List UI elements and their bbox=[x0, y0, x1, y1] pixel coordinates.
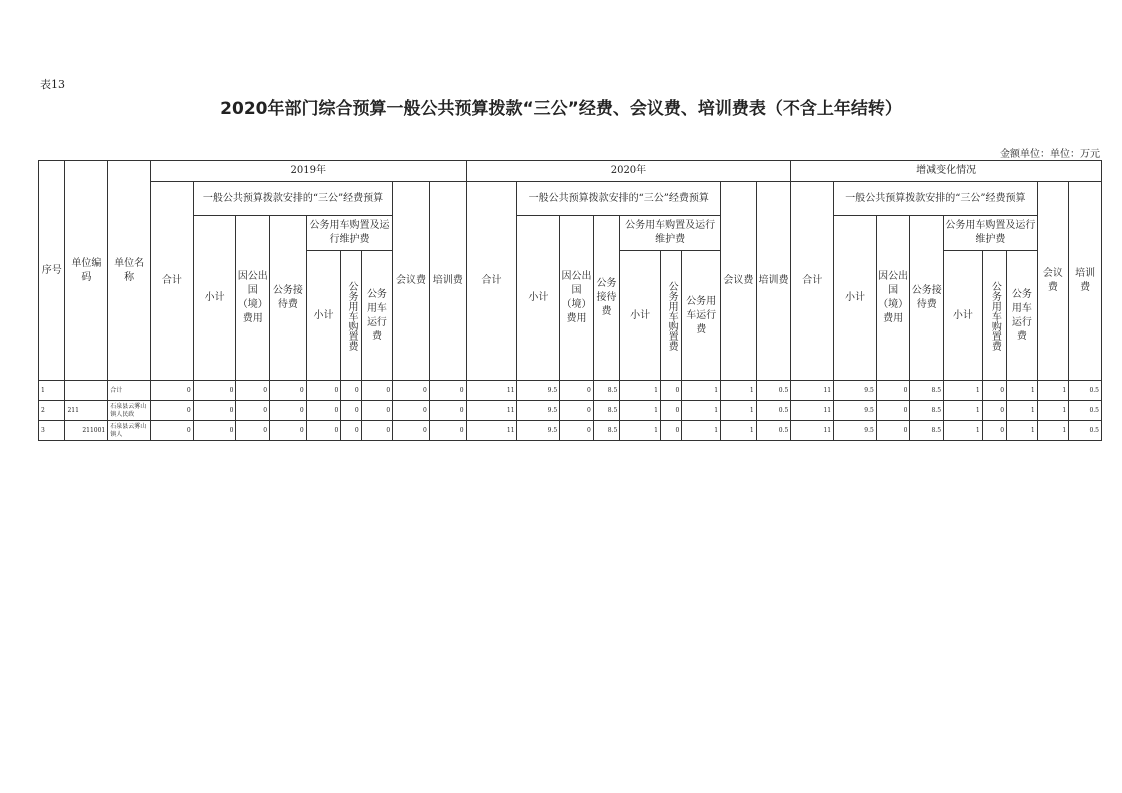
cell: 0 bbox=[270, 401, 307, 421]
cell: 11 bbox=[466, 401, 517, 421]
header-reception: 公务接待费 bbox=[270, 216, 307, 381]
page-title: 2020年部门综合预算一般公共预算拨款“三公”经费、会议费、培训费表（不含上年结转） bbox=[220, 99, 902, 119]
header-vehicle-buy: 公务用车购置费 bbox=[341, 251, 361, 381]
header-abroad: 因公出国（境）费用 bbox=[236, 216, 270, 381]
cell: 1 bbox=[682, 421, 721, 441]
header-sangong: 一般公共预算拨款安排的“三公”经费预算 bbox=[193, 182, 393, 216]
table-row bbox=[39, 381, 1102, 401]
cell: 0 bbox=[361, 381, 393, 401]
header-vehicle-run: 公务用车运行费 bbox=[682, 251, 721, 381]
row-seq: 1 bbox=[39, 381, 65, 401]
cell: 0 bbox=[341, 381, 361, 401]
header-vehicle-subtotal: 小计 bbox=[620, 251, 661, 381]
cell: 0 bbox=[270, 381, 307, 401]
cell: 0.5 bbox=[1069, 421, 1102, 441]
cell: 0 bbox=[341, 401, 361, 421]
cell: 9.5 bbox=[834, 381, 877, 401]
cell: 11 bbox=[466, 381, 517, 401]
cell: 1 bbox=[944, 401, 983, 421]
cell: 8.5 bbox=[910, 381, 944, 401]
header-vehicle-buy: 公务用车购置费 bbox=[660, 251, 681, 381]
cell: 0 bbox=[660, 381, 681, 401]
cell: 0 bbox=[393, 381, 430, 401]
header-sangong: 一般公共预算拨款安排的“三公”经费预算 bbox=[517, 182, 721, 216]
cell: 1 bbox=[1007, 381, 1038, 401]
header-subtotal: 小计 bbox=[193, 216, 236, 381]
header-vehicle: 公务用车购置及运行维护费 bbox=[306, 216, 393, 251]
budget-table bbox=[38, 160, 1102, 441]
cell: 0 bbox=[876, 381, 910, 401]
header-training: 培训费 bbox=[1069, 182, 1102, 381]
cell: 0.5 bbox=[756, 381, 791, 401]
cell: 0 bbox=[560, 421, 594, 441]
cell: 1 bbox=[682, 401, 721, 421]
cell: 9.5 bbox=[834, 401, 877, 421]
cell: 0 bbox=[393, 401, 430, 421]
cell: 0 bbox=[560, 401, 594, 421]
cell: 0 bbox=[306, 401, 341, 421]
cell: 1 bbox=[620, 421, 661, 441]
cell: 0 bbox=[876, 401, 910, 421]
cell: 8.5 bbox=[910, 421, 944, 441]
header-meeting: 会议费 bbox=[393, 182, 430, 381]
cell: 0 bbox=[393, 421, 430, 441]
cell: 0.5 bbox=[756, 401, 791, 421]
cell: 0 bbox=[306, 381, 341, 401]
row-seq: 3 bbox=[39, 421, 65, 441]
header-vehicle: 公务用车购置及运行维护费 bbox=[944, 216, 1038, 251]
cell: 1 bbox=[620, 381, 661, 401]
header-abroad: 因公出国（境）费用 bbox=[560, 216, 594, 381]
cell: 1 bbox=[944, 381, 983, 401]
cell: 0 bbox=[341, 421, 361, 441]
cell: 11 bbox=[466, 421, 517, 441]
cell: 0 bbox=[660, 401, 681, 421]
cell: 8.5 bbox=[593, 421, 619, 441]
header-total: 合计 bbox=[466, 182, 517, 381]
cell: 0 bbox=[236, 421, 270, 441]
cell: 1 bbox=[1037, 401, 1069, 421]
cell: 0 bbox=[429, 381, 466, 401]
cell: 0 bbox=[429, 401, 466, 421]
header-group-2020: 2020年 bbox=[466, 161, 791, 182]
cell: 0 bbox=[150, 421, 193, 441]
cell: 9.5 bbox=[517, 421, 560, 441]
cell: 0.5 bbox=[756, 421, 791, 441]
cell: 0 bbox=[193, 401, 236, 421]
cell: 8.5 bbox=[593, 381, 619, 401]
header-reception: 公务接待费 bbox=[910, 216, 944, 381]
cell: 0 bbox=[361, 401, 393, 421]
header-unit-name: 单位名称 bbox=[108, 161, 151, 381]
header-vehicle-subtotal: 小计 bbox=[306, 251, 341, 381]
cell: 9.5 bbox=[834, 421, 877, 441]
row-name: 石泉县云雾山镇人民政 bbox=[108, 401, 151, 421]
header-training: 培训费 bbox=[429, 182, 466, 381]
cell: 1 bbox=[1007, 421, 1038, 441]
cell: 0 bbox=[193, 381, 236, 401]
row-code: 211001 bbox=[65, 421, 108, 441]
cell: 0 bbox=[150, 401, 193, 421]
header-total: 合计 bbox=[791, 182, 834, 381]
cell: 1 bbox=[944, 421, 983, 441]
cell: 1 bbox=[682, 381, 721, 401]
header-seq: 序号 bbox=[39, 161, 65, 381]
cell: 0 bbox=[876, 421, 910, 441]
cell: 11 bbox=[791, 381, 834, 401]
amount-unit: 金额单位：单位：万元 bbox=[1000, 149, 1100, 160]
table-row bbox=[39, 421, 1102, 441]
cell: 1 bbox=[1037, 381, 1069, 401]
row-name: 石泉县云雾山镇人 bbox=[108, 421, 151, 441]
header-subtotal: 小计 bbox=[517, 216, 560, 381]
header-vehicle-buy: 公务用车购置费 bbox=[982, 251, 1006, 381]
header-abroad: 因公出国（境）费用 bbox=[876, 216, 910, 381]
cell: 0 bbox=[193, 421, 236, 441]
cell: 0 bbox=[560, 381, 594, 401]
cell: 0 bbox=[982, 381, 1006, 401]
header-group-2019: 2019年 bbox=[150, 161, 466, 182]
cell: 1 bbox=[721, 381, 757, 401]
cell: 0 bbox=[270, 421, 307, 441]
cell: 1 bbox=[620, 401, 661, 421]
cell: 0.5 bbox=[1069, 401, 1102, 421]
cell: 1 bbox=[721, 421, 757, 441]
cell: 0 bbox=[982, 401, 1006, 421]
cell: 8.5 bbox=[910, 401, 944, 421]
cell: 0 bbox=[236, 381, 270, 401]
cell: 1 bbox=[1037, 421, 1069, 441]
header-meeting: 会议费 bbox=[721, 182, 757, 381]
header-vehicle-subtotal: 小计 bbox=[944, 251, 983, 381]
header-subtotal: 小计 bbox=[834, 216, 877, 381]
cell: 0 bbox=[982, 421, 1006, 441]
header-meeting: 会议费 bbox=[1037, 182, 1069, 381]
cell: 0 bbox=[660, 421, 681, 441]
header-reception: 公务接待费 bbox=[593, 216, 619, 381]
cell: 9.5 bbox=[517, 381, 560, 401]
cell: 0 bbox=[429, 421, 466, 441]
cell: 0 bbox=[236, 401, 270, 421]
cell: 9.5 bbox=[517, 401, 560, 421]
header-vehicle-run: 公务用车运行费 bbox=[361, 251, 393, 381]
header-group-change: 增减变化情况 bbox=[791, 161, 1102, 182]
cell: 11 bbox=[791, 401, 834, 421]
row-code: 211 bbox=[65, 401, 108, 421]
header-vehicle: 公务用车购置及运行维护费 bbox=[620, 216, 721, 251]
cell: 11 bbox=[791, 421, 834, 441]
cell: 0.5 bbox=[1069, 381, 1102, 401]
table-row bbox=[39, 401, 1102, 421]
cell: 0 bbox=[306, 421, 341, 441]
cell: 0 bbox=[150, 381, 193, 401]
cell: 0 bbox=[361, 421, 393, 441]
header-total: 合计 bbox=[150, 182, 193, 381]
header-unit-code: 单位编码 bbox=[65, 161, 108, 381]
table-number: 表13 bbox=[40, 78, 65, 91]
cell: 8.5 bbox=[593, 401, 619, 421]
row-name: 合计 bbox=[108, 381, 151, 401]
cell: 1 bbox=[721, 401, 757, 421]
row-seq: 2 bbox=[39, 401, 65, 421]
header-vehicle-run: 公务用车运行费 bbox=[1007, 251, 1038, 381]
header-sangong: 一般公共预算拨款安排的“三公”经费预算 bbox=[834, 182, 1038, 216]
header-training: 培训费 bbox=[756, 182, 791, 381]
cell: 1 bbox=[1007, 401, 1038, 421]
row-code bbox=[65, 381, 108, 401]
